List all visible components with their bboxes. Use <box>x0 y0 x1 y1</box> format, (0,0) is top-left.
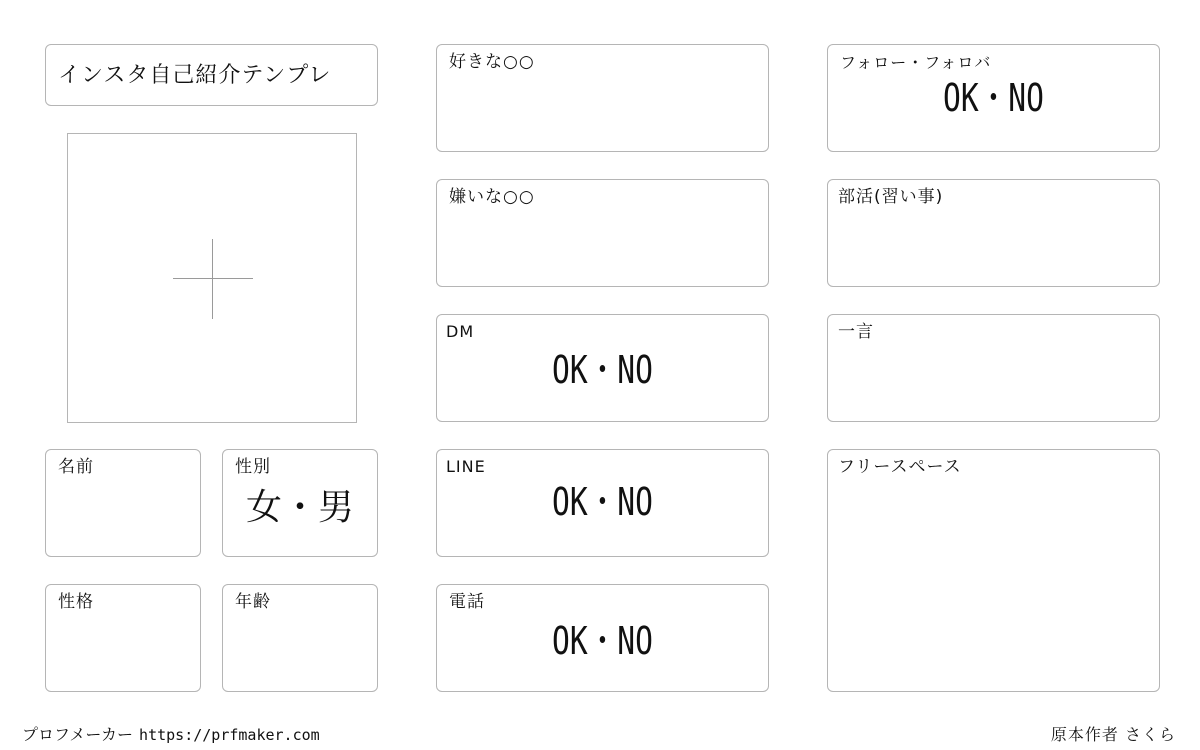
follow-field[interactable] <box>827 44 1160 152</box>
follow-label: フォロー・フォロバ <box>840 53 992 72</box>
free-space-label: フリースペース <box>838 457 962 477</box>
line-options[interactable]: OK・NO <box>551 480 654 524</box>
likes-field[interactable] <box>436 44 769 152</box>
phone-label: 電話 <box>449 592 485 612</box>
maker-name: プロフメーカー <box>22 725 134 744</box>
dm-label: DM <box>446 322 475 341</box>
name-field[interactable] <box>45 449 201 557</box>
free-space-field[interactable] <box>827 449 1160 692</box>
name-label: 名前 <box>58 457 94 477</box>
age-field[interactable] <box>222 584 378 692</box>
dislikes-field[interactable] <box>436 179 769 287</box>
likes-label: 好きな○○ <box>449 52 535 72</box>
follow-options[interactable]: OK・NO <box>942 76 1045 120</box>
age-label: 年齢 <box>235 592 271 612</box>
line-field[interactable] <box>436 449 769 557</box>
gender-options[interactable]: 女・男 <box>245 487 354 528</box>
personality-field[interactable] <box>45 584 201 692</box>
title-box <box>45 44 378 106</box>
club-label: 部活(習い事) <box>838 187 944 207</box>
gender-field[interactable] <box>222 449 378 557</box>
maker-url-link[interactable]: https://prfmaker.com <box>139 726 320 744</box>
footer-credit <box>22 724 320 746</box>
personality-label: 性格 <box>58 592 94 612</box>
gender-label: 性別 <box>235 457 271 477</box>
author-credit: 原本作者 さくら <box>1050 725 1176 744</box>
dislikes-label: 嫌いな○○ <box>449 187 535 207</box>
phone-field[interactable] <box>436 584 769 692</box>
phone-options[interactable]: OK・NO <box>551 619 654 663</box>
club-field[interactable] <box>827 179 1160 287</box>
comment-label: 一言 <box>838 322 874 342</box>
comment-field[interactable] <box>827 314 1160 422</box>
dm-field[interactable] <box>436 314 769 422</box>
line-label: LINE <box>446 457 486 476</box>
dm-options[interactable]: OK・NO <box>551 348 654 392</box>
photo-placeholder[interactable] <box>67 133 357 423</box>
template-title: インスタ自己紹介テンプレ <box>58 63 332 88</box>
